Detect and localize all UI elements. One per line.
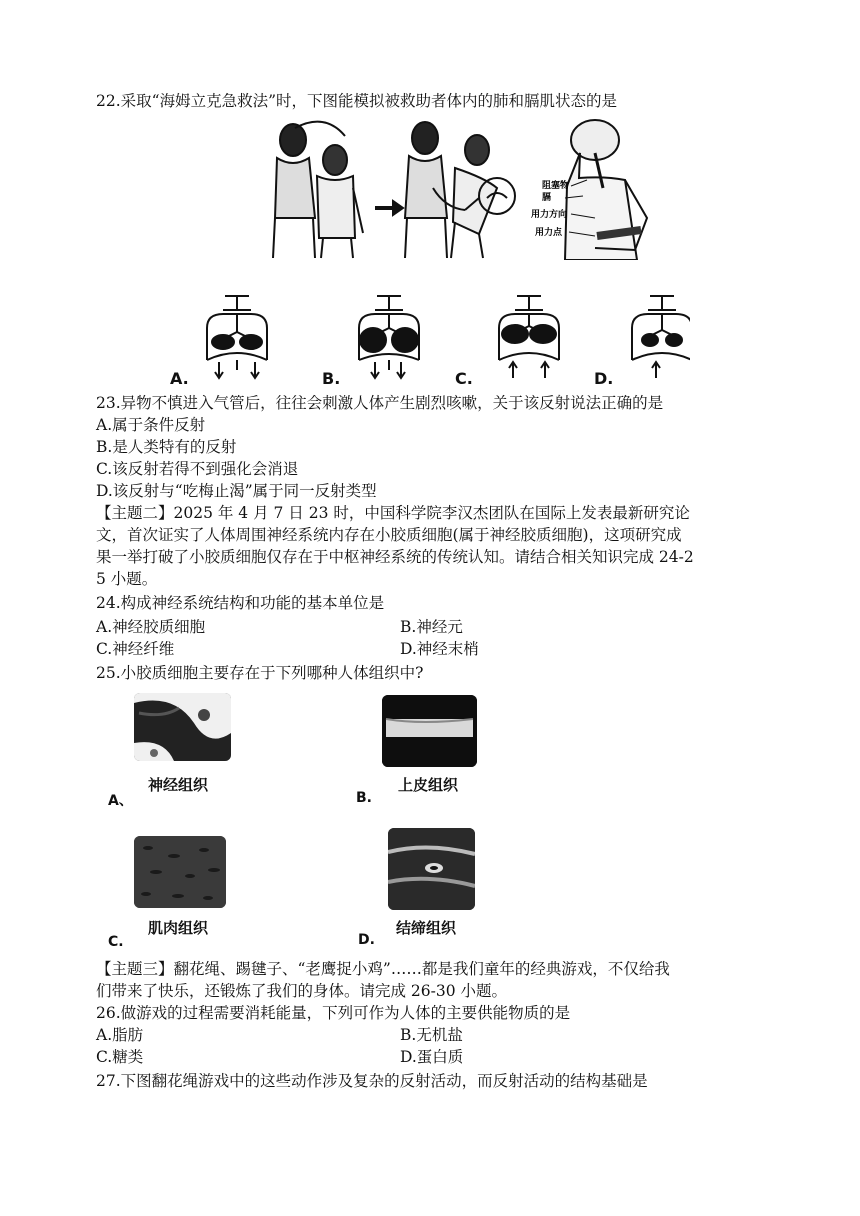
q22-option-a[interactable]: A. [170, 369, 189, 388]
q23-option-a[interactable]: A.属于条件反射 [96, 416, 206, 434]
q24-option-b[interactable]: B.神经元 [400, 618, 463, 636]
q26-stem: 26.做游戏的过程需要消耗能量，下列可作为人体的主要供能物质的是 [96, 1004, 571, 1022]
q26-option-c[interactable]: C.糖类 [96, 1048, 144, 1066]
q26-option-a[interactable]: A.脂肪 [96, 1026, 144, 1044]
q22-stem: 22.采取“海姆立克急救法”时，下图能模拟被救助者体内的肺和膈肌状态的是 [96, 92, 618, 110]
label-force-direction: 用力方向 [531, 210, 568, 220]
q25-stem: 25.小胶质细胞主要存在于下列哪种人体组织中? [96, 664, 424, 682]
muscle-tissue-image[interactable] [134, 836, 226, 908]
theme2-line-3: 果一举打破了小胶质细胞仅存在于中枢神经系统的传统认知。请结合相关知识完成 24-2 [96, 548, 694, 566]
heimlich-illustration [265, 118, 665, 260]
theme3-line-2: 们带来了快乐，还锻炼了我们的身体。请完成 26-30 小题。 [96, 982, 508, 1000]
q22-option-d[interactable]: D. [594, 369, 614, 388]
q24-option-c[interactable]: C.神经纤维 [96, 640, 175, 658]
q22-option-c[interactable]: C. [455, 369, 473, 388]
q27-stem: 27.下图翻花绳游戏中的这些动作涉及复杂的反射活动，而反射活动的结构基础是 [96, 1072, 648, 1090]
q24-stem: 24.构成神经系统结构和功能的基本单位是 [96, 594, 385, 612]
tissue-a-name: 神经组织 [148, 776, 209, 794]
theme2-line-1: 【主题二】2025 年 4 月 7 日 23 时，中国科学院李汉杰团队在国际上发表最新研究论 [96, 504, 690, 522]
q23-option-b[interactable]: B.是人类特有的反射 [96, 438, 237, 456]
tissue-b-name: 上皮组织 [398, 776, 459, 794]
q23-option-c[interactable]: C.该反射若得不到强化会消退 [96, 460, 299, 478]
epithelial-tissue-image[interactable] [382, 695, 477, 767]
q24-option-a[interactable]: A.神经胶质细胞 [96, 618, 206, 636]
connective-tissue-image[interactable] [388, 828, 475, 910]
tissue-c-letter[interactable]: C. [108, 934, 124, 950]
theme2-line-2: 文，首次证实了人体周围神经系统内存在小胶质细胞(属于神经胶质细胞)，这项研究成 [96, 526, 682, 544]
tissue-a-letter[interactable]: A、 [108, 793, 133, 809]
tissue-d-name: 结缔组织 [396, 919, 457, 937]
nerve-tissue-image[interactable] [134, 693, 231, 761]
q23-stem: 23.异物不慎进入气管后，往往会刺激人体产生剧烈咳嗽，关于该反射说法正确的是 [96, 394, 664, 412]
theme3-line-1: 【主题三】翻花绳、踢毽子、“老鹰捉小鸡”……都是我们童年的经典游戏，不仅给我 [96, 960, 670, 978]
tissue-c-name: 肌肉组织 [148, 919, 209, 937]
q26-option-d[interactable]: D.蛋白质 [400, 1048, 464, 1066]
q24-option-d[interactable]: D.神经末梢 [400, 640, 479, 658]
label-force-point: 用力点 [535, 228, 563, 238]
theme2-line-4: 5 小题。 [96, 570, 158, 588]
label-obstruction: 阻塞物 [542, 181, 570, 191]
label-diaphragm: 膈 [542, 193, 552, 203]
tissue-b-letter[interactable]: B. [356, 790, 372, 806]
q26-option-b[interactable]: B.无机盐 [400, 1026, 463, 1044]
tissue-d-letter[interactable]: D. [358, 932, 375, 948]
q22-option-b[interactable]: B. [322, 369, 341, 388]
q23-option-d[interactable]: D.该反射与“吃梅止渴”属于同一反射类型 [96, 482, 377, 500]
